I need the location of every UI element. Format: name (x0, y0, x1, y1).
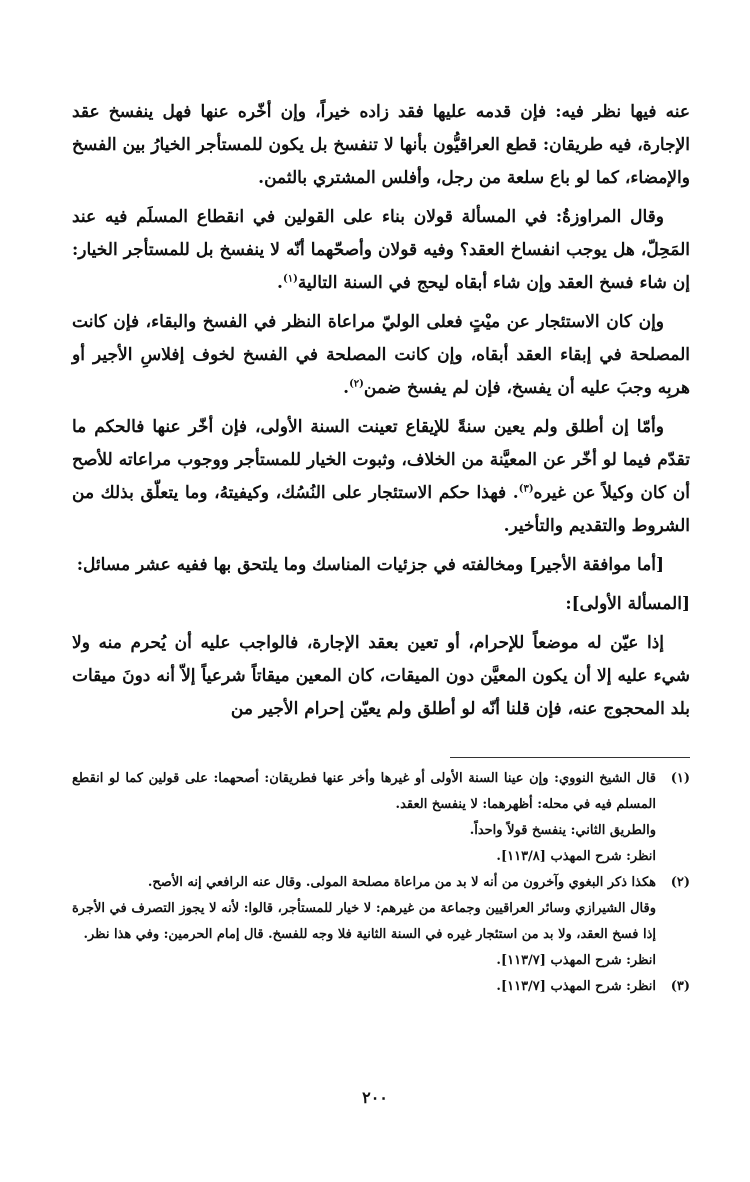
footnote-line: انظر: شرح المهذب [١١٣/٨]. (496, 849, 656, 864)
footnote-ref-2[interactable]: (٢) (349, 378, 364, 390)
section-heading: [المسألة الأولى]: (565, 594, 690, 614)
footnote-number: (١) (670, 771, 690, 786)
paragraph-1: عنه فيها نظر فيه: فإن قدمه عليها فقد زاده خيراً، وإن أخّره عنها فهل ينفسخ عقد الإجارة، فيه طريقان: قطع العراقيُّون بأنها لا تنفسخ بل يكون للمستأجر الخيارُ بين الفسخ والإمضاء، كما لو باع سلعة من رجل، وأفلس المشتري بالثمن. (72, 102, 690, 188)
paragraph-3: وإن كان الاستئجار عن ميْتٍ فعلى الوليّ مراعاة النظر في الفسخ والبقاء، فإن كانت المصلحة في إبقاء العقد أبقاه، وإن كانت المصلحة في الفسخ لخوف إفلاسِ الأجير أو هربِه وجبَ عليه أن يفسخ، فإن لم يفسخ ضمن$^{(٢)}$. (72, 312, 690, 398)
footnote-ref-1[interactable]: (١) (282, 273, 298, 285)
footnote-2 (72, 870, 690, 974)
page-number: ٢٠٠ (362, 1088, 388, 1107)
footnote-ref-3[interactable]: (٣) (518, 483, 534, 495)
paragraph-6: إذا عيّن له موضعاً للإحرام، أو تعين بعقد الإجارة، فالواجب عليه أن يُحرم منه ولا شيء عليه إلا أن يكون المعيَّن دون الميقات، كان المعين ميقاتاً شرعياً إلاّ أنه دونَ ميقات بلد المحجوج عنه، فإن قلنا أنّه لو أطلق ولم يعيّن إحرام الأجير من (72, 633, 690, 719)
footnote-line: انظر: شرح المهذب [١١٣/٧]. (496, 979, 656, 994)
footnote-3 (72, 974, 690, 1000)
footnote-line: قال الشيخ النووي: وإن عينا السنة الأولى أو غيرها وأخر عنها فطريقان: أصحهما: على قولين كما لو انقطع المسلم فيه في محله: أظهرهما: لا ينفسخ العقد. (72, 771, 656, 812)
footnote-line: والطريق الثاني: ينفسخ قولاً واحداً. (469, 823, 656, 838)
footnote-line: انظر: شرح المهذب [١١٣/٧]. (496, 953, 656, 968)
footnote-number: (٢) (670, 875, 690, 890)
footnote-number: (٣) (670, 979, 690, 994)
footnotes (72, 766, 690, 1000)
footnote-divider (450, 757, 690, 758)
footnote-line: هكذا ذكر البغوي وآخرون من أنه لا بد من مراعاة مصلحة المولى. وقال عنه الرافعي إنه الأصح. (147, 875, 656, 890)
paragraph-4: وأمّا إن أطلق ولم يعين سنةً للإيقاع تعينت السنة الأولى، فإن أخّر عنها فالحكم ما تقدّم فيما لو أخّر عن المعيَّنة من الخلاف، وثبوت الخيار للمستأجر ووجوب مراعاته للأصح أن كان وكيلاً عن غيره$^{(٣)}$. فهذا حكم الاستئجار على النُسُك، وكيفيتهُ، وما يتعلّق بذلك من الشروط والتقديم والتأخير. (72, 417, 690, 536)
main-text (72, 96, 690, 732)
footnote-1 (72, 766, 690, 870)
footnote-line: وقال الشيرازي وسائر العراقيين وجماعة من غيرهم: لا خيار للمستأجر، قالوا: لأنه لا يجوز التصرف في الأجرة إذا فسخ العقد، ولا بد من استئجار غيره في السنة الثانية فلا وجه للفسخ. قال إمام الحرمين: وفي هذا نظر. (72, 901, 656, 942)
paragraph-5: [أما موافقة الأجير] ومخالفته في جزئيات المناسك وما يلتحق بها ففيه عشر مسائل: (76, 555, 664, 575)
paragraph-2: وقال المراوزةُ: في المسألة قولان بناء على القولين في انقطاع المسلَم فيه عند المَحِلّ، هل يوجب انفساخ العقد؟ وفيه قولان وأصحّهما أنّه لا ينفسخ بل للمستأجر الخيار: إن شاء فسخ العقد وإن شاء أبقاه ليحج في السنة التالية$^{(١)}$. (72, 207, 690, 293)
